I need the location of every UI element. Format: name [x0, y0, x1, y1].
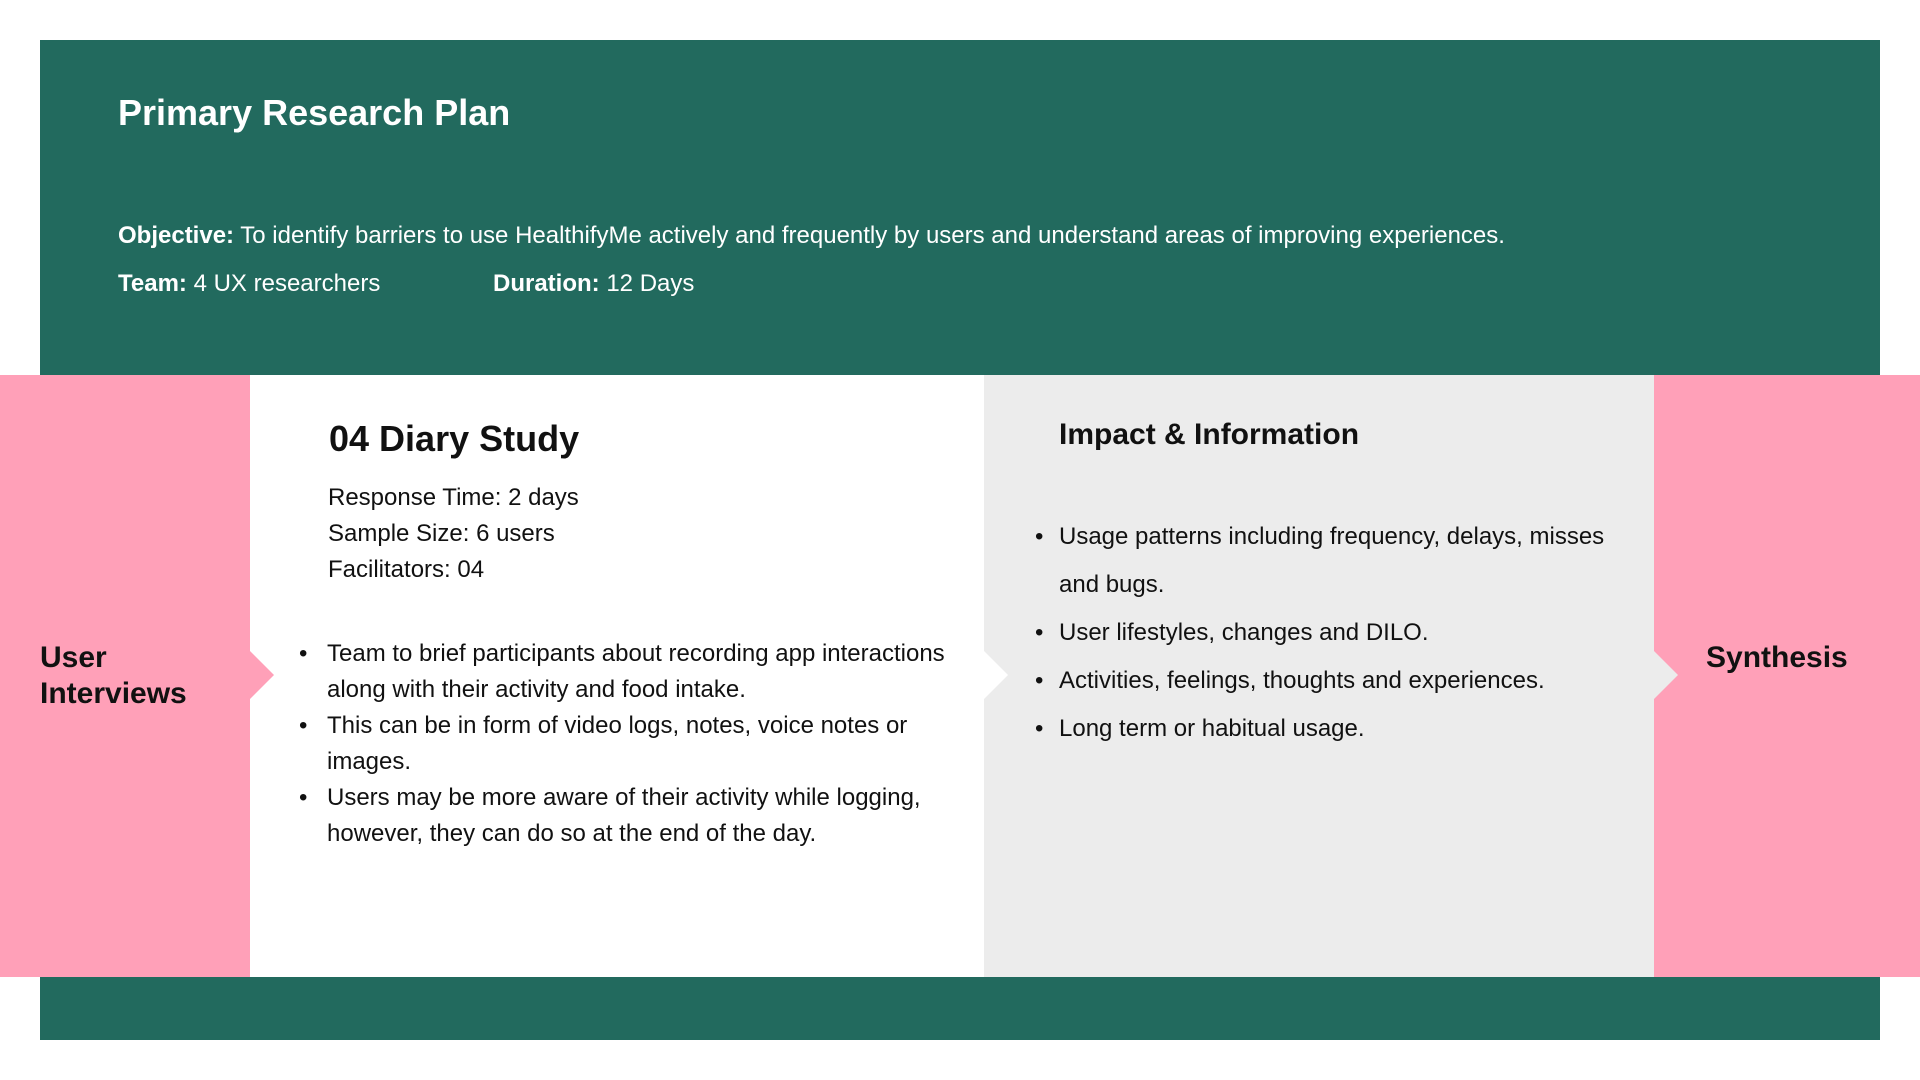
duration-label: Duration:	[493, 270, 600, 297]
next-step-label: Synthesis	[1706, 641, 1848, 674]
list-item: • Activities, feelings, thoughts and experiences.	[1059, 657, 1619, 705]
sample-size: Sample Size: 6 users	[328, 520, 555, 547]
duration-value: 12 Days	[599, 270, 695, 297]
footer-banner	[40, 977, 1880, 1040]
flow-arrow-1	[250, 651, 274, 699]
list-item: • Users may be more aware of their activity while logging, however, they can do so at the end of the day.	[327, 780, 947, 852]
list-item: • Usage patterns including frequency, delays, misses and bugs.	[1059, 513, 1619, 609]
next-step-panel	[1654, 375, 1920, 977]
response-time: Response Time: 2 days	[328, 484, 579, 511]
study-title: 04 Diary Study	[329, 418, 580, 459]
team-label: Team:	[118, 270, 187, 297]
list-item: • Team to brief participants about recording app interactions along with their activity and food intake.	[327, 636, 947, 708]
previous-step-label: User Interviews	[40, 641, 187, 710]
duration	[493, 270, 694, 298]
impact-title: Impact & Information	[1059, 418, 1360, 451]
flow-arrow-3	[1654, 651, 1678, 699]
list-item: • This can be in form of video logs, notes, voice notes or images.	[327, 708, 947, 780]
objective-text: To identify barriers to use HealthifyMe actively and frequently by users and understand areas of improving experiences.	[234, 222, 1505, 249]
impact-bullet-list	[1059, 513, 1619, 753]
team-value: 4 UX researchers	[186, 270, 381, 297]
flow-arrow-2	[984, 651, 1008, 699]
objective	[118, 222, 1505, 250]
study-bullet-list	[327, 636, 947, 852]
list-item: • Long term or habitual usage.	[1059, 705, 1619, 753]
study-meta	[328, 480, 579, 588]
facilitators: Facilitators: 04	[328, 556, 485, 583]
team	[118, 270, 380, 298]
page-title: Primary Research Plan	[118, 92, 511, 133]
header-banner	[40, 40, 1880, 375]
objective-label: Objective:	[118, 222, 235, 249]
list-item: • User lifestyles, changes and DILO.	[1059, 609, 1619, 657]
